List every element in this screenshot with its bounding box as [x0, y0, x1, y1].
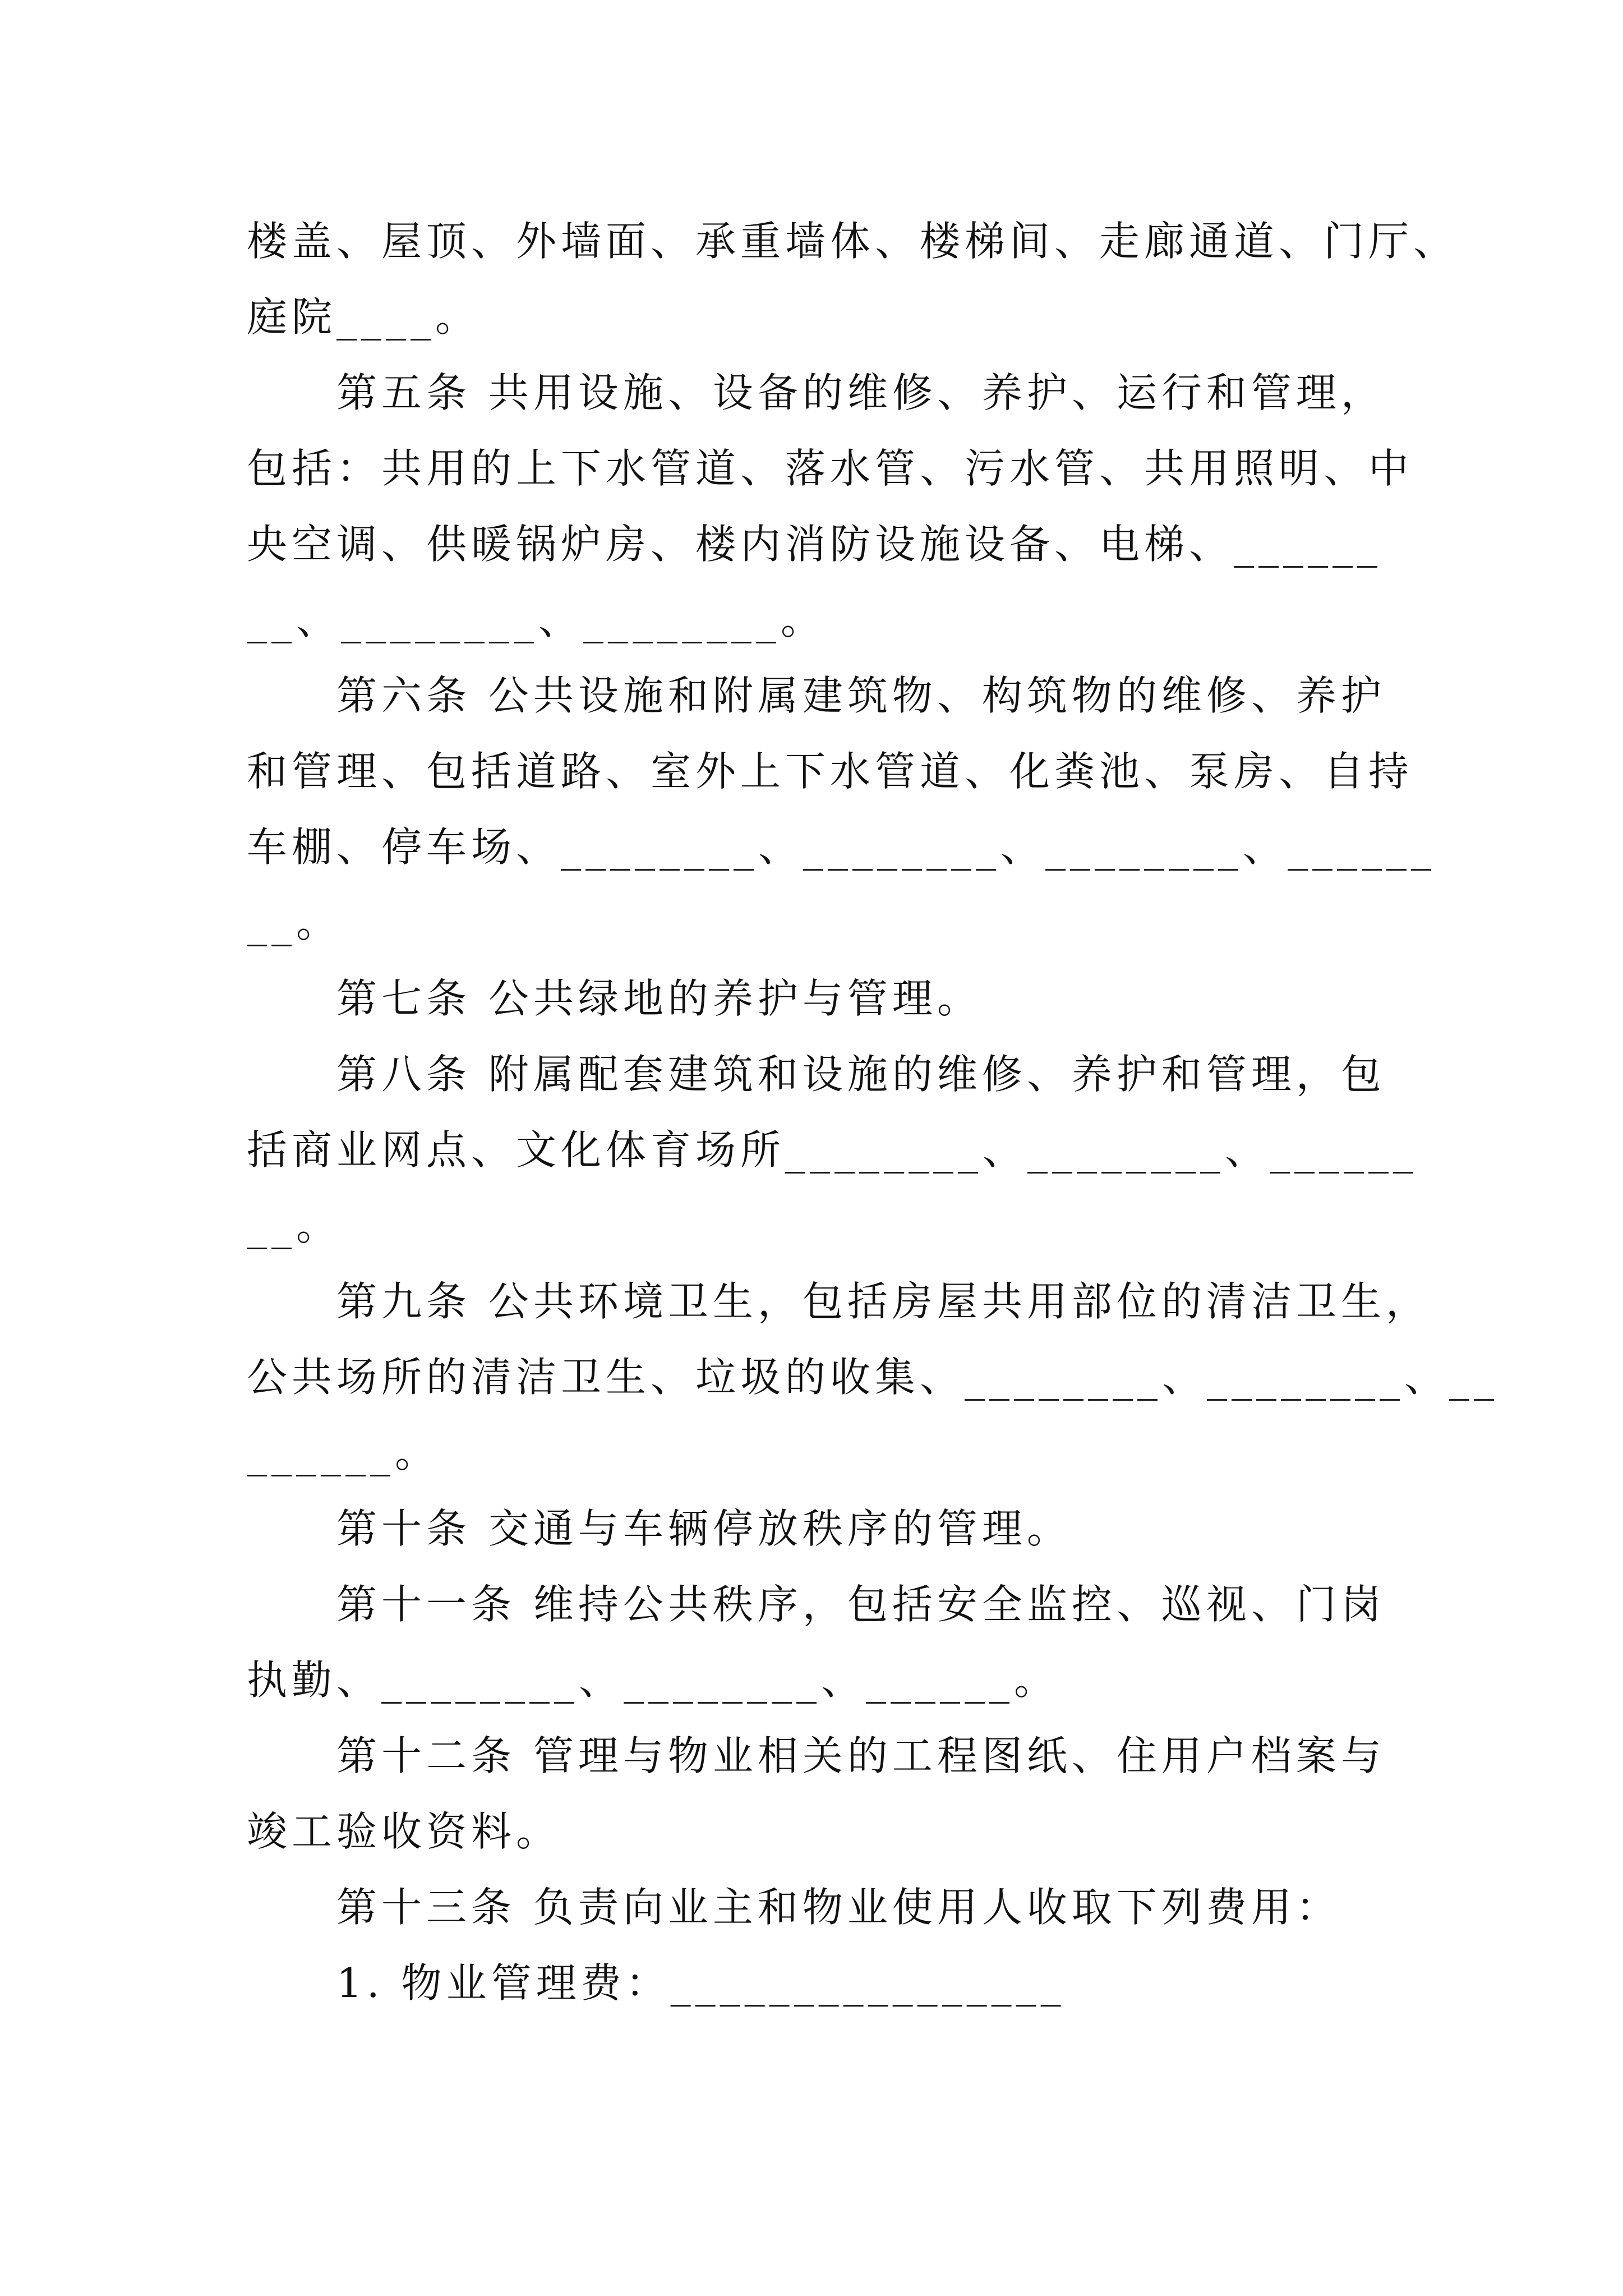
text-line: 央空调、供暖锅炉房、楼内消防设施设备、电梯、______	[247, 521, 1382, 568]
article-9-heading: 第九条 公共环境卫生，包括房屋共用部位的清洁卫生，	[336, 1278, 1431, 1325]
article-11-heading: 第十一条 维持公共秩序，包括安全监控、巡视、门岗	[336, 1581, 1386, 1628]
text-line: 竣工验收资料。	[247, 1808, 561, 1855]
text-line: __。	[247, 1202, 342, 1249]
article-13-heading: 第十三条 负责向业主和物业使用人收取下列费用：	[336, 1884, 1341, 1931]
article-12-heading: 第十二条 管理与物业相关的工程图纸、住用户档案与	[336, 1732, 1386, 1779]
text-line: 执勤、________、________、______。	[247, 1657, 1059, 1704]
article-7-heading: 第七条 公共绿地的养护与管理。	[336, 975, 982, 1022]
text-line: 和管理、包括道路、室外上下水管道、化粪池、泵房、自持	[247, 748, 1414, 795]
article-10-heading: 第十条 交通与车辆停放秩序的管理。	[336, 1505, 1072, 1552]
text-line: 车棚、停车场、________、________、________、______	[247, 823, 1436, 871]
text-line: ______。	[247, 1429, 440, 1476]
text-line: 包括：共用的上下水管道、落水管、污水管、共用照明、中	[247, 445, 1414, 492]
text-line: 庭院____。	[247, 293, 481, 341]
text-line: 楼盖、屋顶、外墙面、承重墙体、楼梯间、走廊通道、门厅、	[247, 218, 1459, 265]
fee-item-1: 1. 物业管理费：________________	[336, 1959, 1066, 2007]
text-line: __。	[247, 899, 342, 946]
text-line: 公共场所的清洁卫生、垃圾的收集、________、________、__	[247, 1354, 1499, 1401]
text-line: 括商业网点、文化体育场所________、________、______	[247, 1126, 1418, 1174]
text-line: __、________、________。	[247, 596, 826, 643]
article-6-heading: 第六条 公共设施和附属建筑物、构筑物的维修、养护	[336, 672, 1386, 719]
article-5-heading: 第五条 共用设施、设备的维修、养护、运行和管理，	[336, 369, 1386, 416]
article-8-heading: 第八条 附属配套建筑和设施的维修、养护和管理，包	[336, 1051, 1386, 1098]
